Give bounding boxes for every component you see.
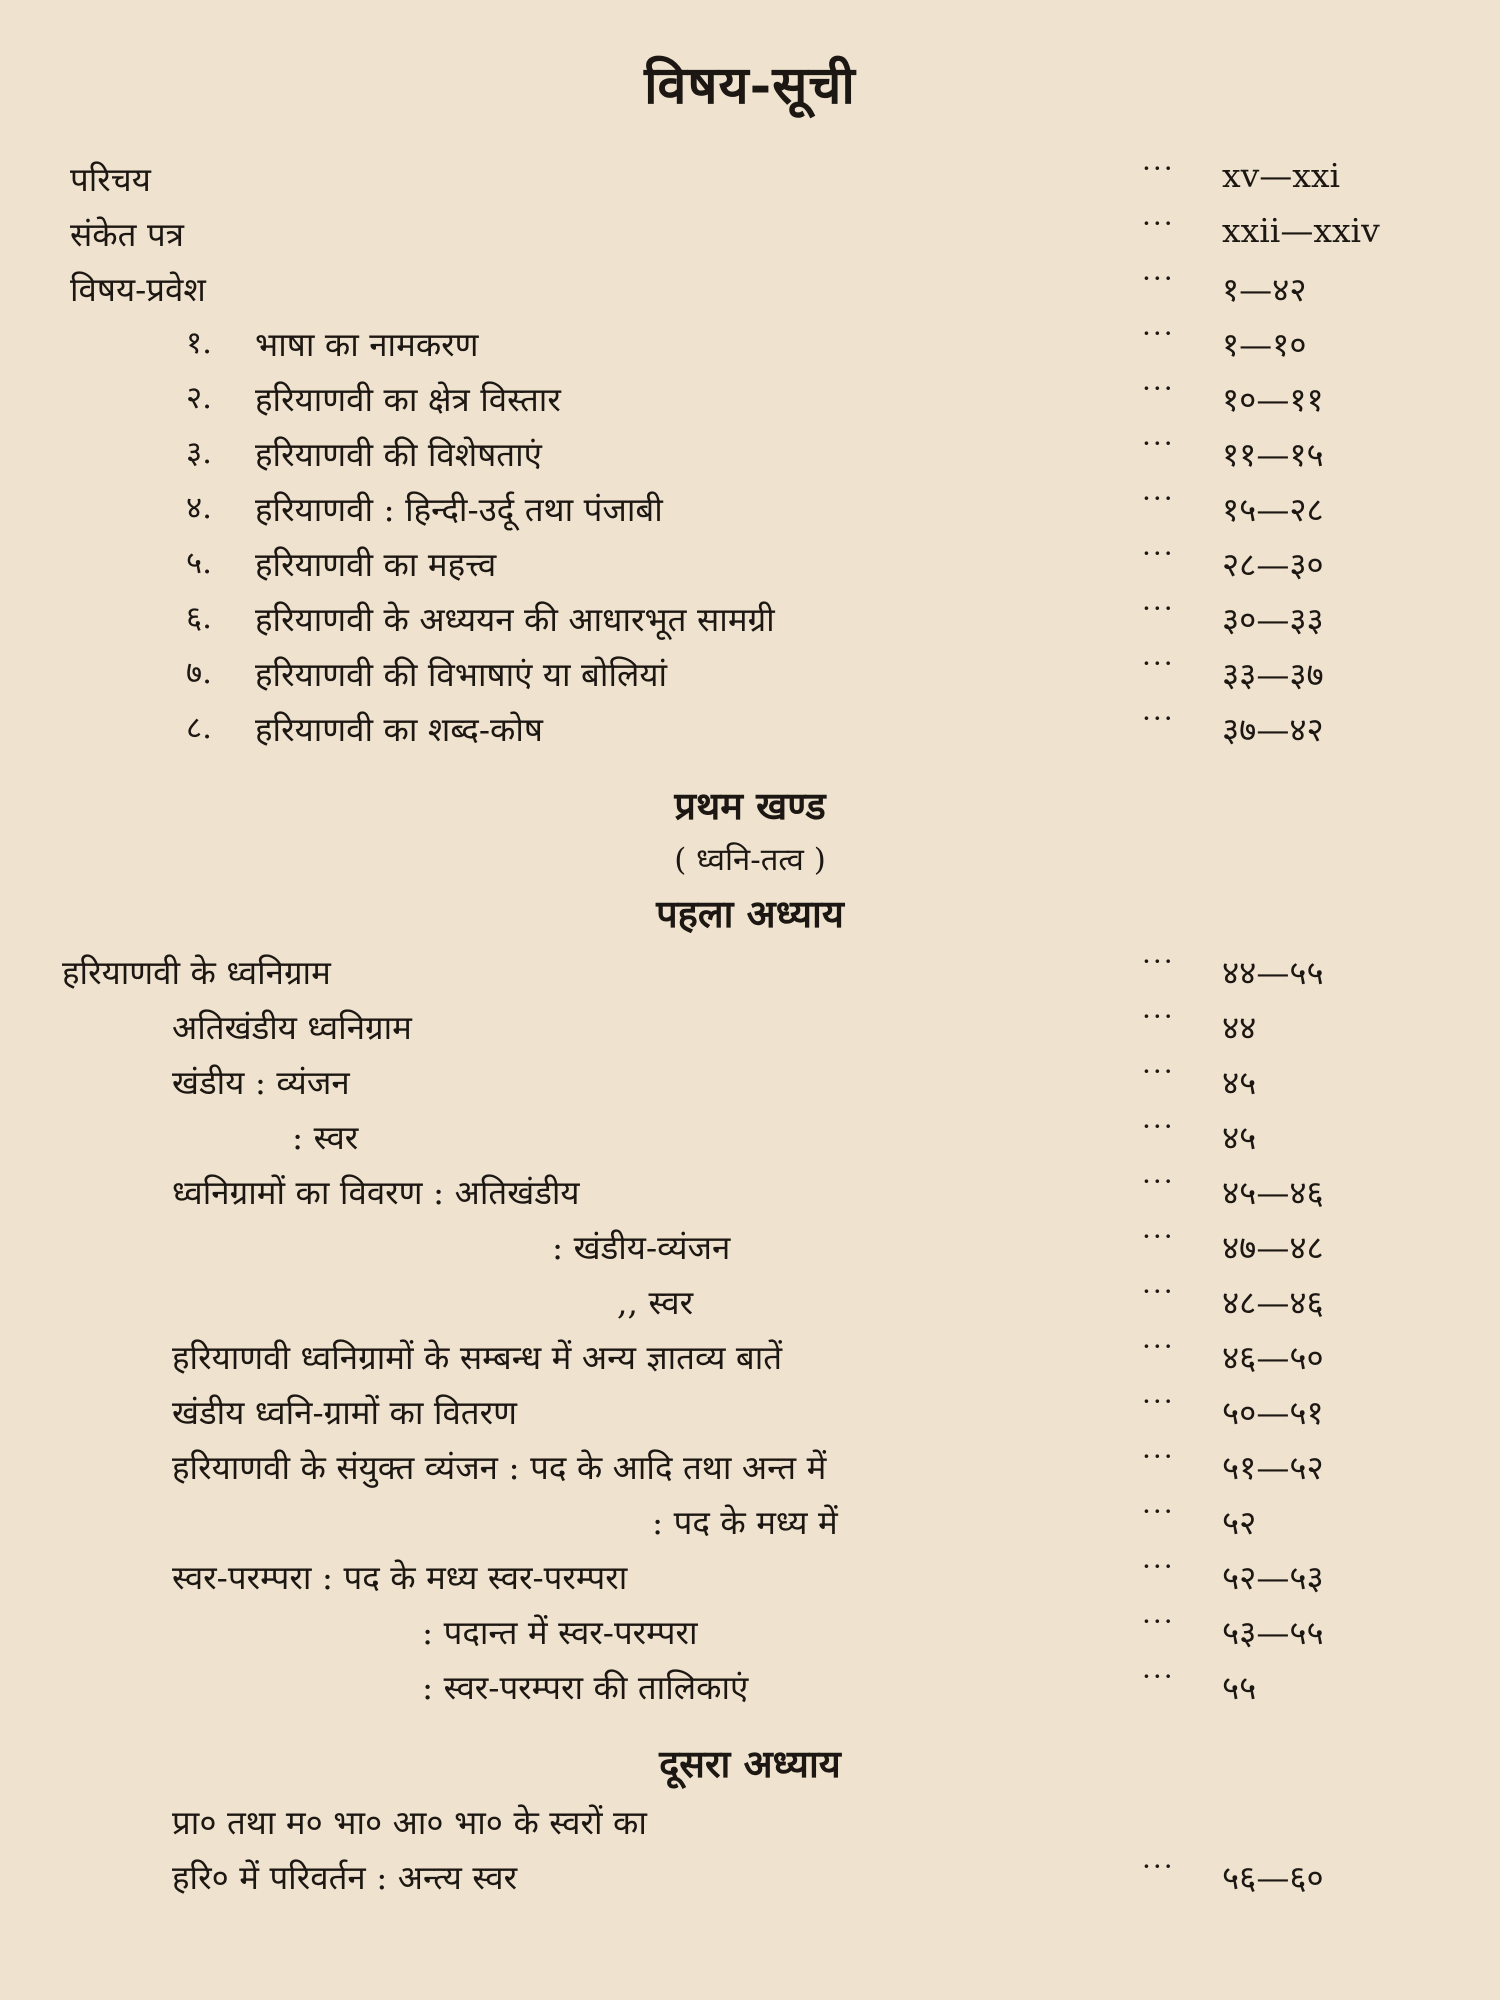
entry-title: हरियाणवी के संयुक्त व्यंजन : पद के आदि तथा अन्त में [172, 1448, 827, 1487]
toc-entry [0, 700, 1500, 755]
spacer [0, 755, 1500, 777]
toc-entry [0, 590, 1500, 645]
leader-dots: ··· [1142, 1850, 1175, 1883]
page-range: ५०—५१ [1222, 1393, 1324, 1432]
entry-number: ३. [186, 435, 212, 471]
entry-number: ८. [186, 710, 212, 746]
leader-dots: ··· [1142, 1385, 1175, 1418]
entry-number: १. [186, 325, 212, 361]
leader-dots: ··· [1142, 1275, 1175, 1308]
page-range: ४५ [1222, 1063, 1257, 1102]
entry-title: अतिखंडीय ध्वनिग्राम [172, 1008, 412, 1047]
page-range: xxii—xxiv [1222, 211, 1380, 250]
toc-entry [0, 425, 1500, 480]
page-range: ४४—५५ [1222, 953, 1324, 992]
toc-entry [0, 1548, 1500, 1603]
toc-entry [0, 1493, 1500, 1548]
entry-title: हरियाणवी के ध्वनिग्राम [62, 953, 331, 992]
leader-dots: ··· [1142, 1220, 1175, 1253]
leader-dots: ··· [1142, 1055, 1175, 1088]
toc-entry [0, 480, 1500, 535]
section-title: प्रथम खण्ड [674, 783, 826, 828]
entry-number: ५. [186, 545, 212, 581]
entry-title: ध्वनिग्रामों का विवरण : अतिखंडीय [172, 1173, 580, 1212]
entry-title: ,, स्वर [617, 1283, 694, 1322]
toc-entry [0, 1163, 1500, 1218]
entry-number: ६. [186, 600, 212, 636]
chapter-title: दूसरा अध्याय [659, 1741, 841, 1786]
page-range: ५२—५३ [1222, 1558, 1324, 1597]
page-range: ३७—४२ [1222, 710, 1324, 749]
spacer [0, 1713, 1500, 1735]
page-range: १—१० [1222, 325, 1307, 364]
leader-dots: ··· [1142, 702, 1175, 735]
toc-entry [0, 370, 1500, 425]
page-range: १०—११ [1222, 380, 1324, 419]
page-range: xv—xxi [1222, 156, 1341, 195]
leader-dots: ··· [1142, 1605, 1175, 1638]
entry-title: हरियाणवी का क्षेत्र विस्तार [255, 380, 561, 419]
entry-title: हरियाणवी ध्वनिग्रामों के सम्बन्ध में अन्य ज्ञातव्य बातें [172, 1338, 783, 1377]
toc-entry [0, 1793, 1500, 1848]
entry-title: हरियाणवी : हिन्दी-उर्दू तथा पंजाबी [255, 490, 663, 529]
entry-title: स्वर-परम्परा : पद के मध्य स्वर-परम्परा [172, 1558, 628, 1597]
leader-dots: ··· [1142, 262, 1175, 295]
entry-title: खंडीय ध्वनि-ग्रामों का वितरण [172, 1393, 517, 1432]
leader-dots: ··· [1142, 1110, 1175, 1143]
leader-dots: ··· [1142, 207, 1175, 240]
entry-number: २. [186, 380, 212, 416]
toc-entry [0, 1108, 1500, 1163]
page-range: ५५ [1222, 1668, 1257, 1707]
toc-entry [0, 645, 1500, 700]
page-range: ५६—६० [1222, 1858, 1324, 1897]
chapter-title: पहला अध्याय [656, 891, 844, 936]
entry-number: ४. [186, 490, 212, 526]
leader-dots: ··· [1142, 647, 1175, 680]
entry-title: प्रा० तथा म० भा० आ० भा० के स्वरों का [172, 1803, 647, 1842]
toc-entry [0, 1328, 1500, 1383]
page-range: ४६—५० [1222, 1338, 1324, 1377]
page-range: २८—३० [1222, 545, 1324, 584]
entry-title: : पदान्त में स्वर-परम्परा [422, 1613, 698, 1652]
leader-dots: ··· [1142, 1550, 1175, 1583]
table-of-contents [0, 150, 1500, 1903]
toc-entry [0, 535, 1500, 590]
entry-title: परिचय [70, 160, 151, 199]
leader-dots: ··· [1142, 152, 1175, 185]
page-range: १५—२८ [1222, 490, 1324, 529]
leader-dots: ··· [1142, 317, 1175, 350]
entry-title: विषय-प्रवेश [70, 270, 206, 309]
leader-dots: ··· [1142, 1000, 1175, 1033]
toc-entry [0, 150, 1500, 205]
toc-entry [0, 1273, 1500, 1328]
leader-dots: ··· [1142, 372, 1175, 405]
leader-dots: ··· [1142, 945, 1175, 978]
entry-title: हरि० में परिवर्तन : अन्त्य स्वर [172, 1858, 518, 1897]
page-range: ११—१५ [1222, 435, 1324, 474]
toc-entry [0, 260, 1500, 315]
page-range: ५१—५२ [1222, 1448, 1324, 1487]
page-range: ४८—४६ [1222, 1283, 1324, 1322]
page-title: विषय-सूची [644, 55, 856, 116]
page-range: ३०—३३ [1222, 600, 1324, 639]
entry-title: हरियाणवी की विभाषाएं या बोलियां [255, 655, 668, 694]
page-range: ३३—३७ [1222, 655, 1324, 694]
entry-title: हरियाणवी का शब्द-कोष [255, 710, 543, 749]
leader-dots: ··· [1142, 427, 1175, 460]
leader-dots: ··· [1142, 1165, 1175, 1198]
page-range: ४४ [1222, 1008, 1257, 1047]
entry-title: खंडीय : व्यंजन [172, 1063, 350, 1102]
toc-entry [0, 315, 1500, 370]
toc-entry [0, 943, 1500, 998]
toc-entry [0, 1438, 1500, 1493]
entry-title: हरियाणवी के अध्ययन की आधारभूत सामग्री [255, 600, 775, 639]
entry-title: : पद के मध्य में [652, 1503, 838, 1542]
toc-entry [0, 998, 1500, 1053]
entry-title: : स्वर-परम्परा की तालिकाएं [422, 1668, 749, 1707]
entry-title: संकेत पत्र [70, 215, 184, 254]
toc-entry [0, 1603, 1500, 1658]
page-range: ५२ [1222, 1503, 1257, 1542]
entry-title: : खंडीय-व्यंजन [552, 1228, 731, 1267]
toc-entry [0, 205, 1500, 260]
entry-title: हरियाणवी का महत्त्व [255, 545, 497, 584]
section-subtitle: ( ध्वनि-तत्व ) [674, 842, 826, 878]
toc-entry [0, 1218, 1500, 1273]
page-range: ४५—४६ [1222, 1173, 1324, 1212]
page-range: ५३—५५ [1222, 1613, 1324, 1652]
leader-dots: ··· [1142, 1660, 1175, 1693]
entry-title: : स्वर [292, 1118, 359, 1157]
entry-title: भाषा का नामकरण [255, 325, 479, 364]
leader-dots: ··· [1142, 1330, 1175, 1363]
page-range: १—४२ [1222, 270, 1307, 309]
leader-dots: ··· [1142, 482, 1175, 515]
toc-entry [0, 1848, 1500, 1903]
entry-number: ७. [186, 655, 212, 691]
leader-dots: ··· [1142, 1440, 1175, 1473]
leader-dots: ··· [1142, 537, 1175, 570]
toc-entry [0, 1658, 1500, 1713]
leader-dots: ··· [1142, 592, 1175, 625]
toc-entry [0, 1383, 1500, 1438]
page-range: ४५ [1222, 1118, 1257, 1157]
toc-entry [0, 1053, 1500, 1108]
entry-title: हरियाणवी की विशेषताएं [255, 435, 542, 474]
leader-dots: ··· [1142, 1495, 1175, 1528]
page-range: ४७—४८ [1222, 1228, 1324, 1267]
